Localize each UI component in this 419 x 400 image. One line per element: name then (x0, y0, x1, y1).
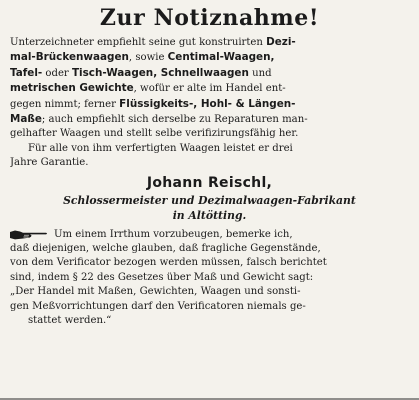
text-line: mal-Brückenwaagen, sowie Centimal-Waagen, (10, 51, 275, 64)
pointing-hand-icon (10, 229, 48, 241)
text-line: stattet werden.“ (28, 315, 112, 327)
text-line: Tafel- oder Tisch-Waagen, Schnellwaagen und (10, 66, 272, 79)
notice-title: Zur Notiznahme! (99, 5, 320, 31)
signature-location: in Altötting. (172, 208, 247, 222)
text-line: Unterzeichneter empfiehlt seine gut konstruirten Dezi- (10, 36, 296, 48)
text-line: Jahre Garantie. (10, 157, 89, 169)
disclaimer-paragraph (10, 228, 409, 329)
text-line: gelhafter Waagen und stellt selbe verifizirungsfähig her. (10, 128, 299, 140)
text-line: von dem Verificator bezogen werden müssen, falsch berichtet (10, 257, 327, 269)
text-line: Maße; auch empfiehlt sich derselbe zu Reparaturen man- (10, 113, 308, 126)
text-line: Um einem Irrthum vorzubeugen, bemerke ich, (10, 228, 409, 242)
text-line: metrischen Gewichte, wofür er alte im Handel ent- (10, 82, 286, 95)
text-line: gegen nimmt; ferner Flüssigkeits-, Hohl- & Längen- (10, 97, 296, 110)
text-line: sind, indem § 22 des Gesetzes über Maß und Gewicht sagt: (10, 271, 314, 283)
signature-name: Johann Reischl, (146, 174, 273, 191)
text-line: Für alle von ihm verfertigten Waagen leistet er drei (28, 142, 293, 154)
product-paragraph (10, 35, 409, 142)
guarantee-paragraph (10, 142, 409, 171)
signature-title: Schlossermeister und Dezimalwaagen-Fabrikant (63, 193, 356, 207)
text-line: „Der Handel mit Maßen, Gewichten, Waagen und sonsti- (10, 286, 301, 298)
text-line: gen Meßvorrichtungen darf den Verificatoren niemals ge- (10, 300, 306, 312)
text-line: daß diejenigen, welche glauben, daß fragliche Gegenstände, (10, 243, 321, 255)
